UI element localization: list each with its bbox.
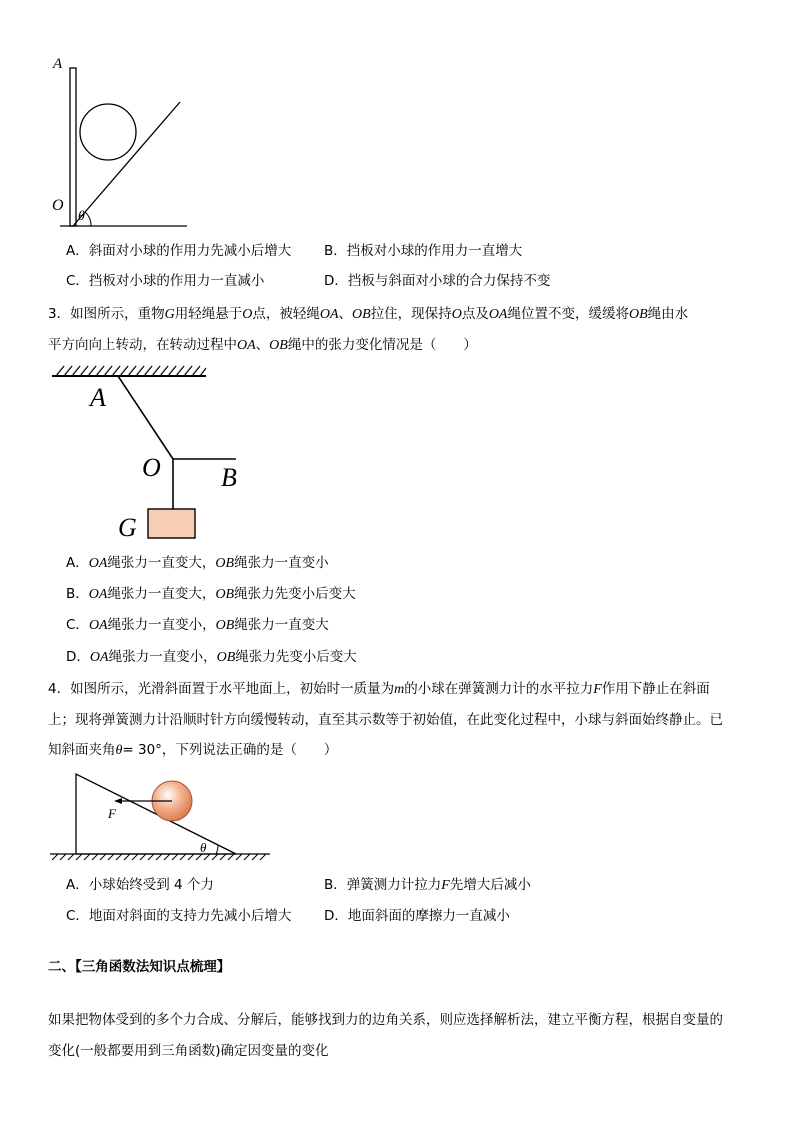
label-O: O xyxy=(52,197,64,214)
q2-option-a: A．斜面对小球的作用力先减小后增大 xyxy=(66,243,292,259)
figure-2-rope-system xyxy=(40,360,260,550)
q3-option-d: D．OA绳张力一直变小，OB绳张力先变小后变大 xyxy=(66,649,357,665)
q2-option-c: C．挡板对小球的作用力一直减小 xyxy=(66,273,265,289)
q4-option-b: B．弹簧测力计拉力F先增大后减小 xyxy=(324,877,531,893)
section-2-paragraph-line2: 变化(一般都要用到三角函数)确定因变量的变化 xyxy=(48,1043,329,1059)
angle-arc xyxy=(85,212,91,226)
figure-3-smooth-incline xyxy=(44,770,274,870)
q3-stem-line1: 3．如图所示，重物G用轻绳悬于O点，被轻绳OA、OB拉住，现保持O点及OA绳位置不变，缓缓将OB绳由水 xyxy=(48,306,689,322)
section-2-heading: 二、【三角函数法知识点梳理】 xyxy=(48,959,231,975)
incline-line xyxy=(73,102,180,226)
ground-hatch xyxy=(52,854,266,860)
q4-stem-line1: 4．如图所示，光滑斜面置于水平地面上，初始时一质量为m的小球在弹簧测力计的水平拉力F作用下静止在斜面 xyxy=(48,681,710,697)
q3-option-c: C．OA绳张力一直变小，OB绳张力一直变大 xyxy=(66,617,329,633)
label-A: A xyxy=(53,56,63,72)
weight-block xyxy=(148,509,195,538)
q4-option-c: C．地面对斜面的支持力先减小后增大 xyxy=(66,908,292,924)
label-B: B xyxy=(221,463,237,492)
q3-option-a: A．OA绳张力一直变大，OB绳张力一直变小 xyxy=(66,555,329,571)
angle-arc xyxy=(216,845,218,854)
q4-option-d: D．地面斜面的摩擦力一直减小 xyxy=(324,908,510,924)
label-A: A xyxy=(90,383,106,412)
ball xyxy=(80,104,136,160)
label-theta: θ xyxy=(200,840,207,855)
vertical-board xyxy=(70,68,76,226)
label-theta: θ xyxy=(78,209,85,224)
section-2-paragraph-line1: 如果把物体受到的多个力合成、分解后，能够找到力的边角关系，则应选择解析法，建立平衡方程，根据自变量的 xyxy=(48,1012,723,1028)
rope-OA xyxy=(118,376,173,459)
ceiling-hatch xyxy=(56,366,206,376)
label-G: G xyxy=(118,513,137,542)
q3-stem-line2: 平方向向上转动，在转动过程中OA、OB绳中的张力变化情况是（ ） xyxy=(48,337,477,353)
label-F: F xyxy=(108,806,116,821)
q4-stem-line3: 知斜面夹角θ= 30°，下列说法正确的是（ ） xyxy=(48,742,338,758)
q4-stem-line2: 上；现将弹簧测力计沿顺时针方向缓慢转动，直至其示数等于初始值，在此变化过程中，小球与斜面始终静止。已 xyxy=(48,712,723,728)
q4-option-a: A．小球始终受到 4 个力 xyxy=(66,877,214,893)
force-F-arrowhead xyxy=(114,798,122,804)
q2-option-d: D．挡板与斜面对小球的合力保持不变 xyxy=(324,273,551,289)
q2-option-b: B．挡板对小球的作用力一直增大 xyxy=(324,243,523,259)
q3-option-b: B．OA绳张力一直变大，OB绳张力先变小后变大 xyxy=(66,586,356,602)
label-O: O xyxy=(142,453,161,482)
figure-1-ball-on-incline xyxy=(40,50,200,235)
incline-block xyxy=(76,774,236,854)
